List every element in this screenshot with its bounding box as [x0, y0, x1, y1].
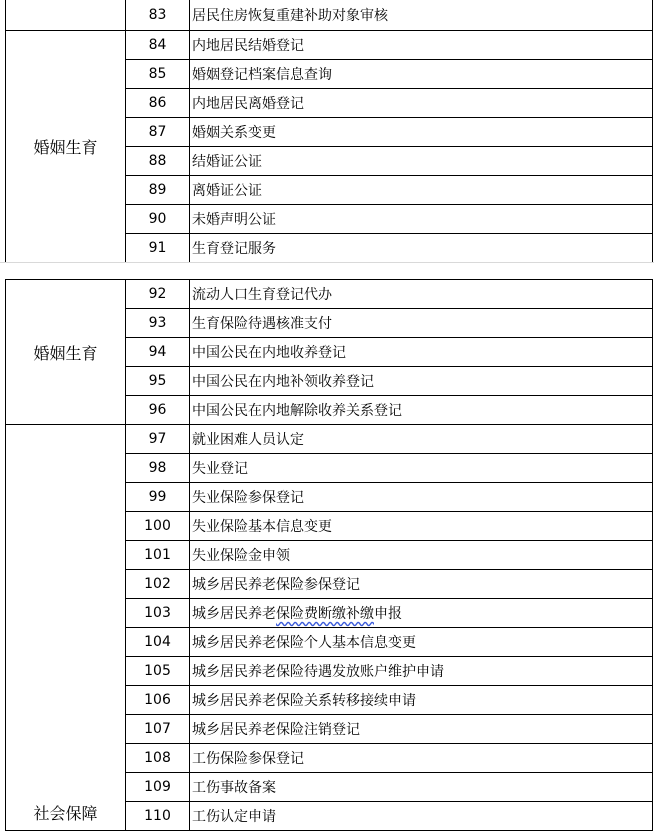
table-row: [6, 31, 653, 60]
item-number: 109: [126, 773, 190, 802]
item-name: 失业保险参保登记: [190, 483, 653, 512]
category-cell: 婚姻生育: [6, 280, 126, 425]
item-name: 就业困难人员认定: [190, 425, 653, 454]
item-name: 城乡居民养老保险待遇发放账户维护申请: [190, 657, 653, 686]
item-name: 生育保险待遇核准支付: [190, 309, 653, 338]
item-number: 104: [126, 628, 190, 657]
item-name: 失业保险金申领: [190, 541, 653, 570]
item-name: 流动人口生育登记代办: [190, 280, 653, 309]
item-name: 生育登记服务: [190, 234, 653, 263]
item-number: 94: [126, 338, 190, 367]
item-number: 99: [126, 483, 190, 512]
item-name: 中国公民在内地补领收养登记: [190, 367, 653, 396]
item-number: 97: [126, 425, 190, 454]
item-number: 110: [126, 802, 190, 831]
item-number: 98: [126, 454, 190, 483]
item-name: 结婚证公证: [190, 147, 653, 176]
item-number: 106: [126, 686, 190, 715]
item-name: [190, 599, 653, 628]
item-name: 工伤保险参保登记: [190, 744, 653, 773]
item-number: 101: [126, 541, 190, 570]
item-number: 96: [126, 396, 190, 425]
page-break-divider: [0, 262, 654, 264]
item-number: 88: [126, 147, 190, 176]
item-number: 107: [126, 715, 190, 744]
item-name: 内地居民离婚登记: [190, 89, 653, 118]
item-name: 城乡居民养老保险参保登记: [190, 570, 653, 599]
item-name: 居民住房恢复重建补助对象审核: [190, 0, 653, 31]
services-table-page1: [5, 0, 653, 263]
table-row: [6, 0, 653, 31]
item-number: 85: [126, 60, 190, 89]
spellcheck-underlined-text: 保险费断缴补缴: [276, 606, 374, 622]
category-cell: 社会保障: [6, 425, 126, 831]
item-number: 100: [126, 512, 190, 541]
item-name: 城乡居民养老保险注销登记: [190, 715, 653, 744]
category-cell: 婚姻生育: [6, 31, 126, 263]
item-name: 失业登记: [190, 454, 653, 483]
item-name: 中国公民在内地解除收养关系登记: [190, 396, 653, 425]
item-number: 89: [126, 176, 190, 205]
item-name: 城乡居民养老保险个人基本信息变更: [190, 628, 653, 657]
services-table-page2: [5, 279, 653, 831]
item-number: 90: [126, 205, 190, 234]
table-row: [6, 425, 653, 454]
item-number: 103: [126, 599, 190, 628]
item-number: 91: [126, 234, 190, 263]
item-name: 未婚声明公证: [190, 205, 653, 234]
item-number: 102: [126, 570, 190, 599]
item-name: 中国公民在内地收养登记: [190, 338, 653, 367]
item-number: 86: [126, 89, 190, 118]
item-name-suffix: 申报: [374, 606, 402, 622]
item-number: 95: [126, 367, 190, 396]
item-name: 内地居民结婚登记: [190, 31, 653, 60]
item-number: 93: [126, 309, 190, 338]
table-row: [6, 280, 653, 309]
item-number: 83: [126, 0, 190, 31]
item-name-prefix: 城乡居民养老: [192, 606, 276, 622]
category-cell-empty: [6, 0, 126, 31]
item-name: 工伤认定申请: [190, 802, 653, 831]
item-number: 105: [126, 657, 190, 686]
item-number: 108: [126, 744, 190, 773]
item-number: 87: [126, 118, 190, 147]
item-name: 婚姻登记档案信息查询: [190, 60, 653, 89]
item-name: 离婚证公证: [190, 176, 653, 205]
item-number: 84: [126, 31, 190, 60]
item-name: 工伤事故备案: [190, 773, 653, 802]
item-name: 婚姻关系变更: [190, 118, 653, 147]
item-name: 失业保险基本信息变更: [190, 512, 653, 541]
item-number: 92: [126, 280, 190, 309]
item-name: 城乡居民养老保险关系转移接续申请: [190, 686, 653, 715]
